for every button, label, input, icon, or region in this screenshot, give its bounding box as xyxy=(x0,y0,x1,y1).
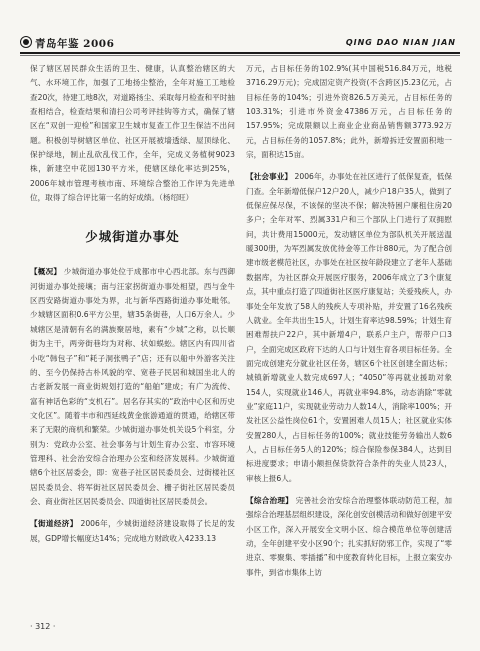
overview-text: 少城街道办事处位于成都市中心西北部。东与西御河街道办事处接壤；南与汪家拐街道办事处相望，西与金牛区西安路街道办事处为界，北与新华西路街道办事处毗邻。少城辖区面积0.6平方公里，辖35条街巷，人口6万余人。少城辖区是清朝有名的满族聚居地，素有“少城”之称，以长顺街为主干，两旁街巷均为对称、状如蜈蚣。辖区内有四川省小吃“韩包子”和“耗子洞张鸭子”店；还有以船中外游客关注的、至今仍保持古朴风貌的窄、宽巷子民居和城国坐北人的古老新发展一商业街规划打造的“船舶”建成；有广为流传、富有神话色彩的“支机石”。居名存其实的“政治中心区和历史文化区”。随着丰市和西延线黄金旅游通道的贯通，给辖区带来了无限的商机和繁荣。少城街道办事处机关设5个科室，分别为：党政办公室、社会事务与计划生育办公室、市容环境管理科、社会治安综合治理办公室和经济发展科。少城街道辖6个社区居委会，即：宽巷子社区居民委员会、过街楼社区居民委员会、将军街社区居民委员会、栅子街社区居民委员会、商业街社区居民委员会、四道街社区居民委员会。 xyxy=(30,267,236,506)
social-paragraph xyxy=(246,170,452,486)
governance-tag: 【综合治理】 xyxy=(246,495,293,505)
yearbook-logo xyxy=(20,36,114,51)
header-divider xyxy=(20,52,460,54)
left-column xyxy=(30,62,235,546)
overview-paragraph xyxy=(30,265,235,509)
economy-continued-paragraph: 万元，占目标任务的102.9%(其中国税516.84万元，地税3716.29万元)；完成固定资产投资(不含跨区)5.23亿元，占目标任务的104%；引进外资826.5万美元，占目标任务的103.31%；引进市外资金47386万元，占目标任务的157.95%；完成限额以上商业企业商品销售额3773.92万元，占目标任务的1057.8%；此外，新增拆迁安置面积地一宗，面积达15亩。 xyxy=(246,64,452,160)
section-title: 少城街道办事处 xyxy=(85,229,180,245)
economy-tag: 【街道经济】 xyxy=(30,519,78,529)
overview-tag: 【概况】 xyxy=(30,267,62,277)
page-number: · 312 · xyxy=(30,622,56,631)
economy-text: 2006年，少城街道经济建设取得了长足的发展，GDP增长幅度达14%；完成地方财政收入4233.13 xyxy=(30,519,236,543)
governance-text: 完善社会治安综合治理整体联动防范工程，加强综合治理基层组织建设，深化创安创模活动和做好创建平安小区工作，深入开展安全文明小区、综合模范单位等创建活动，全年创建平安小区90个；扎实抓好防邪工作，实现了“零进京、零聚集、零插播”和中度教育转化目标，上报立案安办事件，到省市集体上访 xyxy=(246,495,453,577)
logo-text: 青岛年鉴 2006 xyxy=(35,38,115,50)
right-column xyxy=(246,62,452,580)
economy-paragraph xyxy=(30,517,235,546)
governance-paragraph xyxy=(246,494,452,580)
logo-emblem-icon xyxy=(20,36,32,48)
social-text: 2006年，办事处在社区进行了低保复查，低保门查。全年新增低保户12户20人，减少户18户35人，做到了低保应保尽保，不该保的坚决不保；解决特困户廉租住房20多户；全年对军、烈属331户和三个部队上门进行了双拥慰问，共计费用15000元，发动辖区单位为部队机关开展送温暖300册，为军烈属发放优待金等工作计880元，为了配合创建市级老模范社区，办事处在社区按年龄段建立了老年人基础数据库，为社区群众开展医疗服务，2006年成立了3个康复点，其中重点打造了四道街社区医疗康复站；关爱残疾人，办事处全年发放了58人的残疾人专项补贴，并安置了16名残疾人就业。全年共出生15人，计划生育率达98.59%；计划生育困难帮扶户22户，其中新增4户，联系户主户，帮带户口3户，全面完成区政府下达的人口与计划生育各项目标任务。全面完成创建充分就业社区任务，辖区6个社区创建全面达标；城镇新增就业人数完成697人；“4050”等再就业援助对象154人，实现就业146人，再就业率94.8%，动态消除“零就业”家庭11户，实现就业劳动力人数14人，消除率100%；开发社区公益性岗位61个，安置困难人员15人；社区就业实体安置280人，占目标任务的100%；就业技能劳务输出人数6人，占目标任务5人的120%；综合保险参保384人，达到目标进度要求；申请小额担保贷款符合条件的失业人员23人，审核上报6人。 xyxy=(246,172,452,483)
social-tag: 【社会事业】 xyxy=(246,172,293,182)
page-header xyxy=(0,0,480,56)
header-latin-title: QING DAO NIAN JIAN xyxy=(345,38,456,47)
header-divider-thin xyxy=(20,55,460,56)
intro-paragraph: 保了辖区居民群众生活的卫生、健康，认真整治辖区的大气、水环境工作，加强了工地扬尘整治，全年对施工工地检查20次，待建工地8次，对道路扬尘、采取每月检查和平时抽查相结合，检查结果和清扫公司考评挂钩等方式，确保了辖区在“双创一迎检”和国家卫生城市复查工作卫生保洁不出问题。积极创导树辖区单位、社区开展被墙透绿、屋顶绿化、保护绿地，制止乱砍乱伐工作，全年，完成义务植树9023株，新建空中花园130平方米，使辖区绿化率达到25%，2006年城市管理考核市南、环境综合整治工作评为先进单位，取得了综合评比第一名的好成绩。（杨绍旺） xyxy=(30,64,235,203)
